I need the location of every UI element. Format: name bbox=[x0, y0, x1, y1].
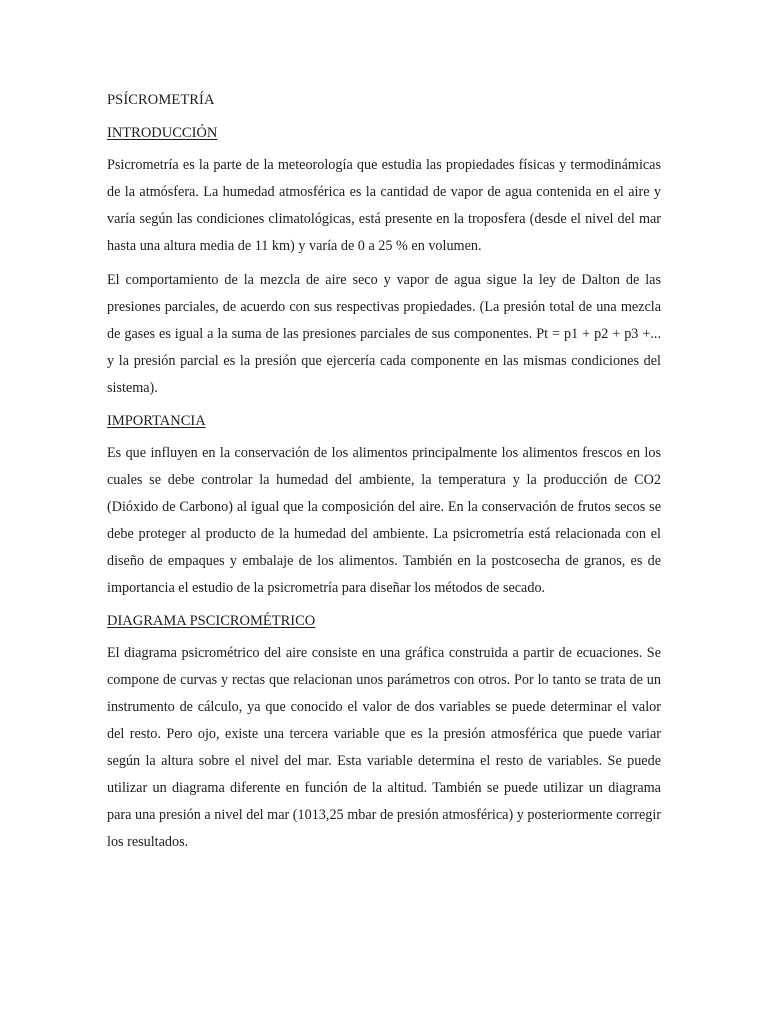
section-importancia bbox=[107, 411, 661, 602]
section-introduccion bbox=[107, 123, 661, 402]
paragraph: El diagrama psicrométrico del aire consiste en una gráfica construida a partir de ecuaciones. Se compone de curvas y rectas que relacionan unos parámetros con otros. Por lo tanto se trata de un instrumento de cálculo, ya que conocido el valor de dos variables se puede determinar el valor del resto. Pero ojo, existe una tercera variable que es la presión atmosférica que puede variar según la altura sobre el nivel del mar. Esta variable determina el resto de variables. Se puede utilizar un diagrama diferente en función de la altitud. También se puede utilizar un diagrama para una presión a nivel del mar (1013,25 mbar de presión atmosférica) y posteriormente corregir los resultados. bbox=[107, 645, 661, 850]
paragraph: El comportamiento de la mezcla de aire seco y vapor de agua sigue la ley de Dalton de las presiones parciales, de acuerdo con sus respectivas propiedades. (La presión total de una mezcla de gases es igual a la suma de las presiones parciales de sus componentes. Pt = p1 + p2 + p3 +... y la presión parcial es la presión que ejercería cada componente en las mismas condiciones del sistema). bbox=[107, 272, 661, 396]
section-diagrama bbox=[107, 611, 661, 856]
section-heading: IMPORTANCIA bbox=[107, 413, 206, 429]
section-heading: INTRODUCCIÓN bbox=[107, 125, 218, 141]
document-title: PSÍCROMETRÍA bbox=[107, 92, 215, 108]
paragraph: Psicrometría es la parte de la meteorología que estudia las propiedades físicas y termodinámicas de la atmósfera. La humedad atmosférica es la cantidad de vapor de agua contenida en el aire y varía según las condiciones climatológicas, está presente en la troposfera (desde el nivel del mar hasta una altura media de 11 km) y varía de 0 a 25 % en volumen. bbox=[107, 157, 661, 254]
paragraph: Es que influyen en la conservación de los alimentos principalmente los alimentos frescos en los cuales se debe controlar la humedad del ambiente, la temperatura y la producción de CO2 (Dióxido de Carbono) al igual que la composición del aire. En la conservación de frutos secos se debe proteger al producto de la humedad del ambiente. La psicrometría está relacionada con el diseño de empaques y embalaje de los alimentos. También en la postcosecha de granos, es de importancia el estudio de la psicrometría para diseñar los métodos de secado. bbox=[107, 445, 661, 596]
section-heading: DIAGRAMA PSCICROMÉTRICO bbox=[107, 613, 316, 629]
